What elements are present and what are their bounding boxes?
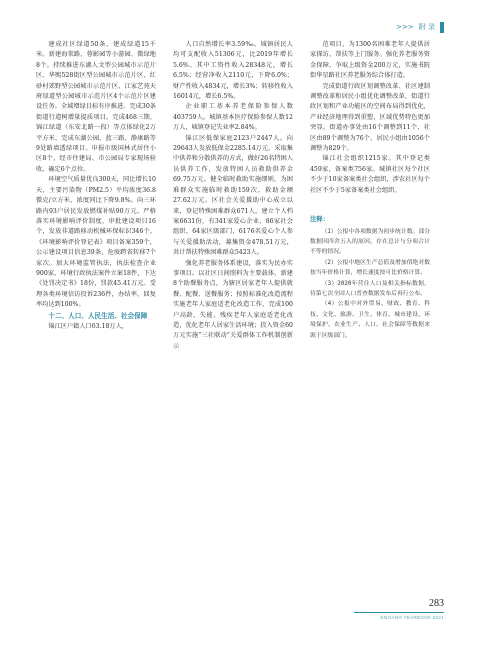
paragraph-income: 人口自然增长率3.59‰。城镇居民人均可支配收入51306元，比2019年增长5.6%。其中工资性收入28348元，增长6.5%；经营净收入2110元，下降6.0%；财产性收入4834元，增长3%；转移性收入16014元，增长6.5%。: [173, 41, 293, 101]
running-header: [396, 20, 444, 34]
paragraph-elderly-care-cont: 范项目，为1300名困难老年人提供居家探访、帮扶等上门服务。强化养老服务资金保障，争取上级资金200万元，实施书院街华星路社区养老服务综合体打造。: [310, 41, 430, 80]
header-chevrons: >>>: [396, 23, 414, 31]
header-tab-marker: [440, 22, 444, 33]
note-4: （4）公报中对外贸易、财政、教育、科技、文化、旅游、卫生、体育、城市建设、环境保护、农业生产、人口、社会保障等数据来源于区级部门。: [310, 301, 430, 339]
paragraph-population: 锦江区户籍人口63.18万人，: [48, 322, 128, 330]
note-1: （1）公报中各项数据为初步统计数。部分数据因四舍五入的原因，存在总计与分项合计不等的情况。: [310, 228, 430, 256]
paragraph-greening: 建成社区绿道50条，建成绿道15千米。新建海棠路、蓉影园等小游园、微绿地8个。持续推进东湖人文型公园城市示范片区、华熙528街区型公园城市示范片区、红砂村郊野型公园城市示范片区、江家艺苑天府绿道型公园城市示范片区4个示范片区建设任务。全域增绿目标有序推进。完成30条街道行道树增量提质项目。完成468三期、锦江绿道（东安北路一段）等点体绿化2万平方米，完成东湖公园、蓝三路、静康路等9处路墙透绿项目。申报市级国林式居住小区8个，经市住建局、市公园局专家现场验收，确定6个点位。: [36, 41, 156, 173]
paragraph-social-orgs: 锦江社会组织1215家。其中登记类459家，备案类756家。城镇社区每个社区不少于10家备案类社会组织，涉农社区每个社区不少于5家备案类社会组织。: [310, 155, 430, 194]
note-2: （2）公报中地区生产总值及增加值绝对数按当年价格计算，增长速度按可比价格计算。: [310, 259, 430, 277]
footer-subtitle: JINJIANG YEARBOOK 2021: [379, 615, 444, 620]
notes-title: 注释：: [310, 215, 330, 224]
paragraph-reform: 完成街道行政区划调整改革、社区建制调整改革和居民小组优化调整改革，街道行政区划和产业功能区的空间布局得到优化，产业经济地理得到重塑，区域优势特色更加突显。街道办事处由16个调整到11个，社区由89个调整为76个，居民小组由1056个调整为829个。: [310, 82, 430, 153]
paragraph-welfare: 锦江区低保家庭2123户2447人。向29643人发放低保金2285.14万元。采取集中供养和分散供养的方式，做好26名特困人员供养工作，发放特困人员救助供养金69.75万元。健全临时救助实施细则，为困难群众实施临时救助159次，救助金额27.62万元。区社会关爱援助中心成立以来，登记特殊困难群众671人，建立个人档案6631份，有341家爱心企业、86家社会组织、64家区级部门、6176名爱心个人参与关爱援助活动，募集资金478.51万元，共计帮扶特殊困难群众5423人。: [173, 134, 293, 257]
paragraph-elderly-care: 强化养老服务体系建设，落实为民办实事项目。以社区日间照料为主要载体，新建8个助餐服务点，为辖区居家老年人提供就餐、配餐、送餐服务；按照标准化改造流程实施老年人家庭适老化改造工作，完成100户高龄、失能、残疾老年人家庭适老化改造，优化老年人居家生活环境；投入资金60万元实施“三社联动”关爱群体工作机制创新示: [173, 259, 293, 350]
notes-block: [310, 214, 430, 341]
paragraph-insurance: 企业职工基本养老保险参保人数403759人。城镇基本医疗保险参保人数12万人，城镇登记失业率2.84%。: [173, 103, 293, 132]
page-number: 283: [429, 598, 444, 609]
page-footer: [354, 598, 444, 620]
text-column-2: [173, 40, 293, 600]
note-3: （3）2020年营住人口及相关指标数据，待第七次全国人口普查数据发布后再行公布。: [310, 280, 430, 297]
text-column-1: [36, 40, 156, 600]
footer-rule: [354, 612, 444, 613]
paragraph-environment: 环境空气质量优良300天，同比增长10天，主要污染物（PM2.5）平均浓度36.8微克/立方米，浓度同比下降9.8%。向三环路内93户居民发放燃煤补贴90万元。严格落实环境影响评价制度，审批建设项目16个，发放非道路移动机械环保标识346个。《环境影响评价登记表》项目备案359个，公示建设项目信息39条，危废跨省转移7个家次。加大环境监管执法，执法检查企业900家，环境行政执法案件立案18件，下达《处罚决定书》18份，罚款45.41万元。受理各类环境信访投诉236件，办结率、回复率均达到100%。: [36, 176, 156, 309]
section-heading-population: 十二、人口、人民生活、社会保障: [48, 311, 148, 320]
header-section-title: 附 录: [418, 23, 435, 31]
text-column-3: [310, 40, 430, 600]
